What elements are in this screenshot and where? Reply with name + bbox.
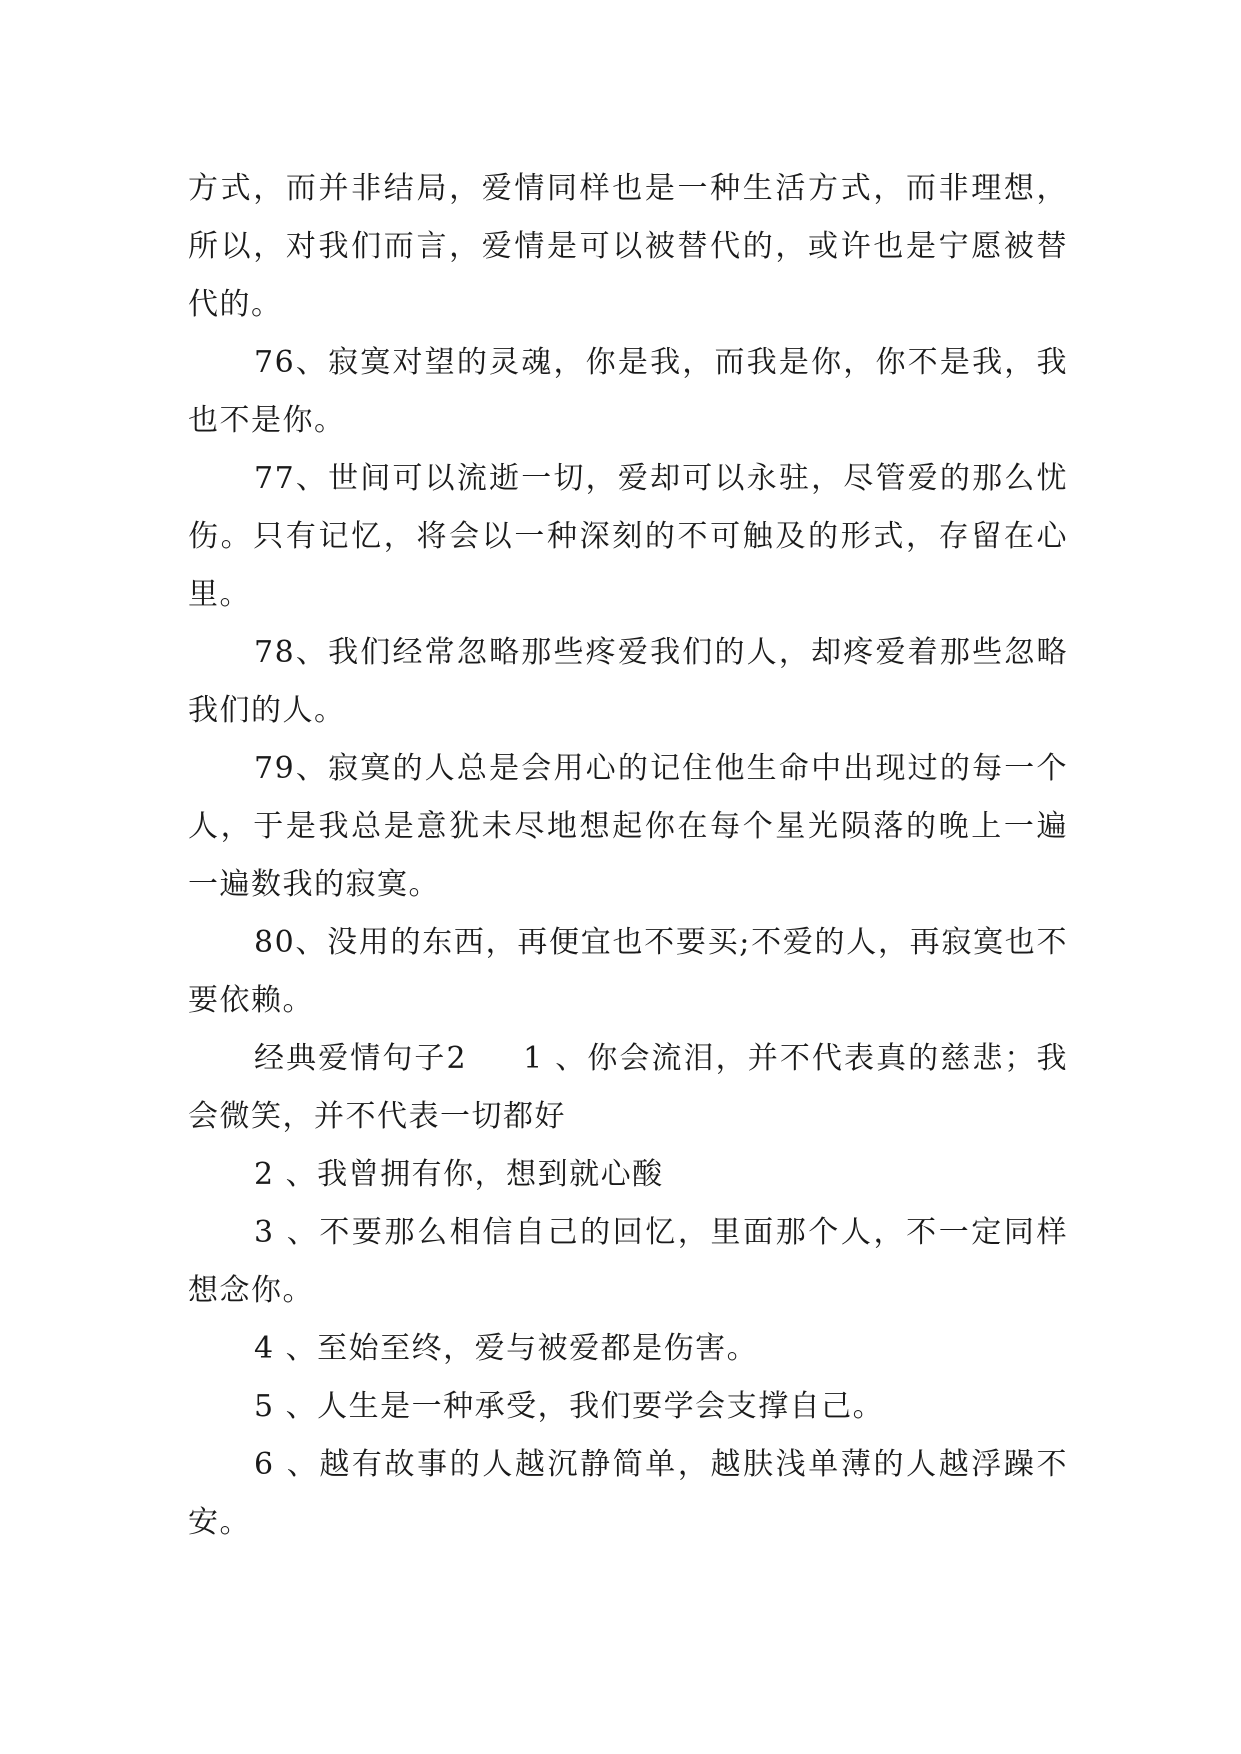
paragraph-80: 80、没用的东西，再便宜也不要买;不爱的人，再寂寞也不要依赖。	[188, 925, 1068, 1018]
item-6: 6 、越有故事的人越沉静简单，越肤浅单薄的人越浮躁不安。	[188, 1447, 1068, 1540]
paragraph-76: 76、寂寞对望的灵魂，你是我，而我是你，你不是我，我也不是你。	[188, 345, 1068, 438]
section-heading: 经典爱情句子2	[254, 1041, 468, 1076]
item-4: 4 、至始至终，爱与被爱都是伤害。	[254, 1331, 759, 1366]
item-1: 1 、你会流泪，并不代表真的慈悲；我会微笑，并不代表一切都好	[188, 1041, 1068, 1134]
document-body	[188, 160, 1068, 1552]
item-5: 5 、人生是一种承受，我们要学会支撑自己。	[254, 1389, 885, 1424]
paragraph-section-start	[188, 1030, 1068, 1146]
paragraph-77: 77、世间可以流逝一切，爱却可以永驻，尽管爱的那么忧伤。只有记忆，将会以一种深刻的不可触及的形式，存留在心里。	[188, 461, 1068, 612]
item-2: 2 、我曾拥有你，想到就心酸	[254, 1157, 664, 1192]
item-3: 3 、不要那么相信自己的回忆，里面那个人，不一定同样想念你。	[188, 1215, 1068, 1308]
paragraph-79: 79、寂寞的人总是会用心的记住他生命中出现过的每一个人，于是我总是意犹未尽地想起你在每个星光陨落的晚上一遍一遍数我的寂寞。	[188, 751, 1068, 902]
paragraph-continued: 方式，而并非结局，爱情同样也是一种生活方式，而非理想，所以，对我们而言，爱情是可以被替代的，或许也是宁愿被替代的。	[188, 171, 1068, 322]
paragraph-78: 78、我们经常忽略那些疼爱我们的人，却疼爱着那些忽略我们的人。	[188, 635, 1068, 728]
